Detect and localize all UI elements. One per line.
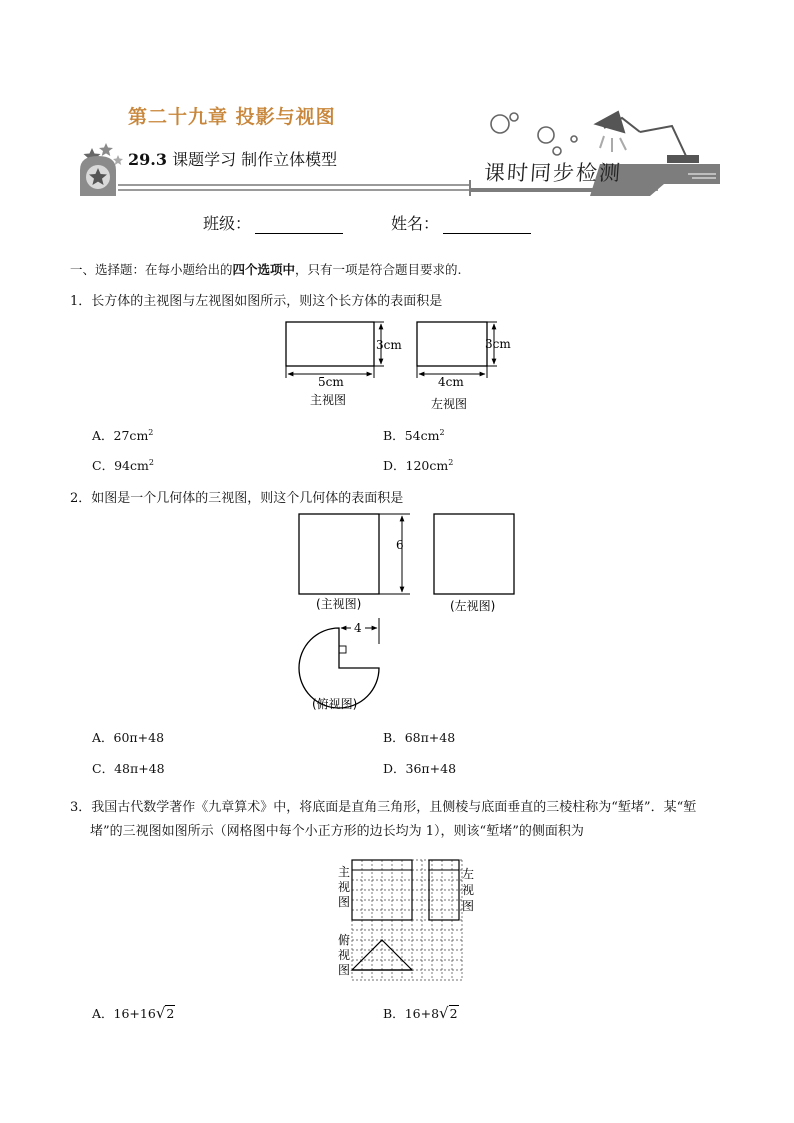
option-letter: A． xyxy=(92,428,114,443)
sqrt-icon: √ xyxy=(155,1004,166,1022)
heading-prefix: 一、选择题：在每小题给出的 xyxy=(70,262,233,277)
q1-figure xyxy=(280,316,520,416)
q1-front-width: 5cm xyxy=(318,375,344,389)
q1-front-rect xyxy=(286,322,374,366)
q1-option-d[interactable] xyxy=(383,456,453,474)
chapter-title: 第二十九章 投影与视图 xyxy=(128,106,336,128)
q2-option-d[interactable] xyxy=(383,759,456,777)
question-3-line2: 堵”的三视图如图所示（网格图中每个小正方形的边长均为 1），则该“堑堵”的侧面积为 xyxy=(90,824,584,839)
option-value: 16+16 xyxy=(113,1006,156,1021)
option-value: 48π+48 xyxy=(114,761,165,776)
q1-option-b[interactable] xyxy=(383,426,445,444)
class-field xyxy=(203,211,343,234)
q2-top-caption: (俯视图) xyxy=(312,697,358,711)
q3-left-caption-3: 图 xyxy=(462,899,475,913)
question-number: 1． xyxy=(70,294,92,309)
lamp-icon xyxy=(596,112,698,162)
option-letter: C． xyxy=(92,761,115,776)
q2-height-label: 6 xyxy=(396,538,404,552)
q2-left-caption: (左视图) xyxy=(450,599,496,613)
question-3 xyxy=(70,796,696,815)
q2-radius-label: 4 xyxy=(354,621,362,635)
section-title xyxy=(128,147,337,170)
option-value: 27cm xyxy=(113,428,149,443)
option-value: 60π+48 xyxy=(113,730,165,745)
option-letter: B． xyxy=(383,428,405,443)
option-letter: A． xyxy=(92,730,114,745)
option-radicand: 2 xyxy=(166,1006,175,1021)
name-blank[interactable] xyxy=(443,217,531,234)
q2-figure xyxy=(290,506,530,718)
section-number: 29.3 xyxy=(128,150,167,169)
q3-top-caption-3: 图 xyxy=(338,963,351,977)
q2-option-b[interactable] xyxy=(383,728,455,746)
name-label: 姓名： xyxy=(391,214,440,233)
q3-front-caption-2: 视 xyxy=(338,880,351,894)
q2-option-c[interactable] xyxy=(92,759,165,777)
class-blank[interactable] xyxy=(255,217,343,234)
q1-left-height: 3cm xyxy=(485,337,511,351)
q3-left-caption-2: 视 xyxy=(462,883,475,897)
class-label: 班级： xyxy=(203,214,252,233)
badge-icon xyxy=(80,156,116,196)
q3-top-caption-2: 视 xyxy=(338,948,351,962)
option-value: 16+8 xyxy=(404,1006,440,1021)
section-heading xyxy=(70,260,462,278)
option-letter: B． xyxy=(383,730,405,745)
q1-option-a[interactable] xyxy=(92,426,153,444)
option-letter: D． xyxy=(383,458,406,473)
q1-left-rect xyxy=(417,322,487,366)
sqrt-icon: √ xyxy=(439,1004,449,1022)
section-name: 课题学习 制作立体模型 xyxy=(172,150,338,169)
question-number: 2． xyxy=(70,491,92,506)
option-value: 36π+48 xyxy=(405,761,457,776)
question-text-line1: 我国古代数学著作《九章算术》中，将底面是直角三角形，且侧棱与底面垂直的三棱柱称为“堑堵”．某“堑 xyxy=(91,800,697,815)
heading-suffix: ，只有一项是符合题目要求的. xyxy=(295,262,462,277)
option-letter: B． xyxy=(383,1006,405,1021)
q3-front-caption-3: 图 xyxy=(338,895,351,909)
option-value: 120cm xyxy=(405,458,449,473)
heading-bold: 四个选项中 xyxy=(232,262,296,277)
header-decoration xyxy=(0,0,794,200)
option-value: 94cm xyxy=(114,458,149,473)
q2-front-caption: (主视图) xyxy=(316,597,362,611)
q2-front-rect xyxy=(299,514,379,594)
q1-front-height: 3cm xyxy=(376,338,402,352)
option-letter: C． xyxy=(92,458,115,473)
option-sup: 2 xyxy=(148,457,154,467)
option-sup: 2 xyxy=(448,457,454,467)
q1-front-caption: 主视图 xyxy=(310,393,347,407)
option-value: 54cm xyxy=(404,428,440,443)
option-radicand: 2 xyxy=(449,1006,458,1021)
q1-left-width: 4cm xyxy=(438,375,464,389)
q2-left-rect xyxy=(434,514,514,594)
q3-front-caption-1: 主 xyxy=(338,865,351,879)
q2-option-a[interactable] xyxy=(92,728,164,746)
q3-top-caption-1: 俯 xyxy=(338,933,351,947)
option-letter: A． xyxy=(92,1006,114,1021)
q3-option-a[interactable] xyxy=(92,1004,175,1022)
option-letter: D． xyxy=(383,761,406,776)
q3-left-caption-1: 左 xyxy=(462,867,475,881)
q1-option-c[interactable] xyxy=(92,456,154,474)
star-icon xyxy=(99,143,113,156)
q1-left-caption: 左视图 xyxy=(431,397,468,411)
banner-label: 课时同步检测 xyxy=(483,161,623,185)
option-sup: 2 xyxy=(148,427,154,437)
question-text: 如图是一个几何体的三视图，则这个几何体的表面积是 xyxy=(91,491,404,506)
option-value: 68π+48 xyxy=(404,730,456,745)
bubble-icon xyxy=(491,113,577,155)
question-1 xyxy=(70,290,442,309)
question-number: 3． xyxy=(70,800,92,815)
question-text: 长方体的主视图与左视图如图所示，则这个长方体的表面积是 xyxy=(91,294,443,309)
q3-figure xyxy=(332,852,482,984)
name-field xyxy=(391,211,531,234)
option-sup: 2 xyxy=(439,427,445,437)
question-2 xyxy=(70,487,403,506)
q3-option-b[interactable] xyxy=(383,1004,459,1022)
